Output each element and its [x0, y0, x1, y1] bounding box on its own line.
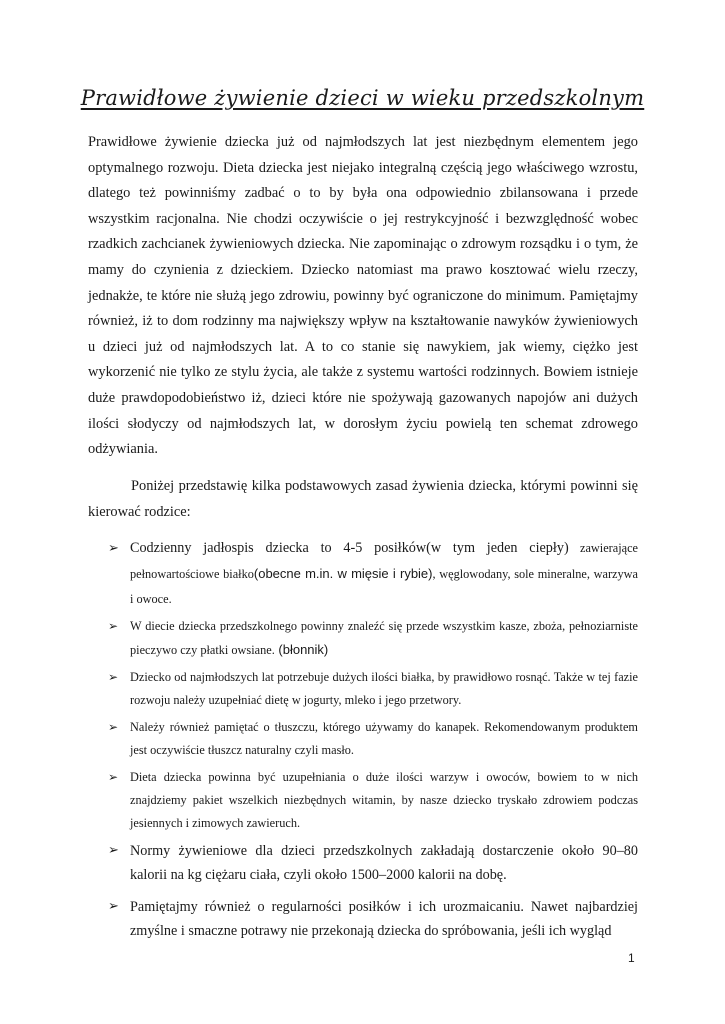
page-title: Prawidłowe żywienie dzieci w wieku przedszkolnym [80, 86, 645, 110]
list-item: ➢ Dziecko od najmłodszych lat potrzebuje dużych ilości białka, by prawidłowo rosnąć. Także w tej fazie rozwoju należy uzupełniać dietę w jogurty, mleko i jego przetwory. [108, 666, 638, 712]
arrow-bullet-icon: ➢ [108, 720, 119, 734]
arrow-bullet-icon: ➢ [108, 899, 119, 914]
arrow-bullet-icon: ➢ [108, 843, 119, 858]
list-item: ➢ Normy żywieniowe dla dzieci przedszkolnych zakładają dostarczenie około 90–80 kalorii na kg ciężaru ciała, czyli około 1500–2000 kalorii na dobę. [108, 839, 638, 887]
list-item: ➢ Pamiętajmy również o regularności posiłków i ich urozmaicaniu. Nawet najbardziej zmyślne i smaczne potrawy nie przekonają dziecka do spróbowania, jeśli ich wygląd [108, 895, 638, 943]
lead-paragraph: Poniżej przedstawię kilka podstawowych zasad żywienia dziecka, którymi powinni się kierować rodzice: [88, 478, 638, 520]
arrow-bullet-icon: ➢ [108, 770, 119, 784]
rules-list [108, 536, 638, 951]
list-item: ➢ Codzienny jadłospis dziecka to 4-5 posiłków(w tym jeden ciepły) zawierające pełnowartościowe białko(obecne m.in. w mięsie i rybie), węglowodany, sole mineralne, warzywa i owoce. [108, 536, 638, 612]
list-item: ➢ Należy również pamiętać o tłuszczu, którego używamy do kanapek. Rekomendowanym produktem jest oczywiście tłuszcz naturalny czyli masło. [108, 716, 638, 762]
list-item: ➢ Dieta dziecka powinna być uzupełniania o duże ilości warzyw i owoców, bowiem to w nich znajdziemy pakiet wszelkich niezbędnych witamin, by nasze dziecko tryskało zdrowiem podczas jesiennych i zimowych zawieruch. [108, 766, 638, 835]
page-number: 1 [628, 951, 635, 965]
list-item: ➢ W diecie dziecka przedszkolnego powinny znaleźć się przede wszystkim kasze, zboża, pełnoziarniste pieczywo czy płatki owsiane. (błonnik) [108, 615, 638, 662]
arrow-bullet-icon: ➢ [108, 670, 119, 684]
arrow-bullet-icon: ➢ [108, 541, 119, 556]
intro-paragraph: Prawidłowe żywienie dziecka już od najmłodszych lat jest niezbędnym elementem jego optymalnego rozwoju. Dieta dziecka jest niejako integralną częścią jego właściwego wzrostu, dlatego też powinniśmy zadbać o to by była ona odpowiednio zbilansowana i przede wszystkim racjonalna. Nie chodzi oczywiście o jej restrykcyjność i bezwzględność wobec rzadkich zachcianek żywieniowych dziecka. Nie zapominając o zdrowym rozsądku i o tym, że mamy do czynienia z dzieckiem. Dziecko natomiast ma prawo kosztować wielu rzeczy, jednakże, te które nie służą jego zdrowiu, powinny być ograniczone do minimum. Pamiętajmy również, iż to dom rodzinny ma największy wpływ na kształtowanie nawyków żywieniowych u dzieci już od najmłodszych lat. A to co stanie się nawykiem, jak wiemy, ciężko jest wykorzenić nie tylko ze stylu życia, ale także z systemu wartości rodzinnych. Bowiem istnieje duże prawdopodobieństwo iż, dzieci które nie spożywają gazowanych napojów ani dużych ilości słodyczy od najmłodszych lat, w dorosłym życiu powielą ten schemat zdrowego odżywiania. [88, 134, 638, 458]
arrow-bullet-icon: ➢ [108, 619, 119, 633]
